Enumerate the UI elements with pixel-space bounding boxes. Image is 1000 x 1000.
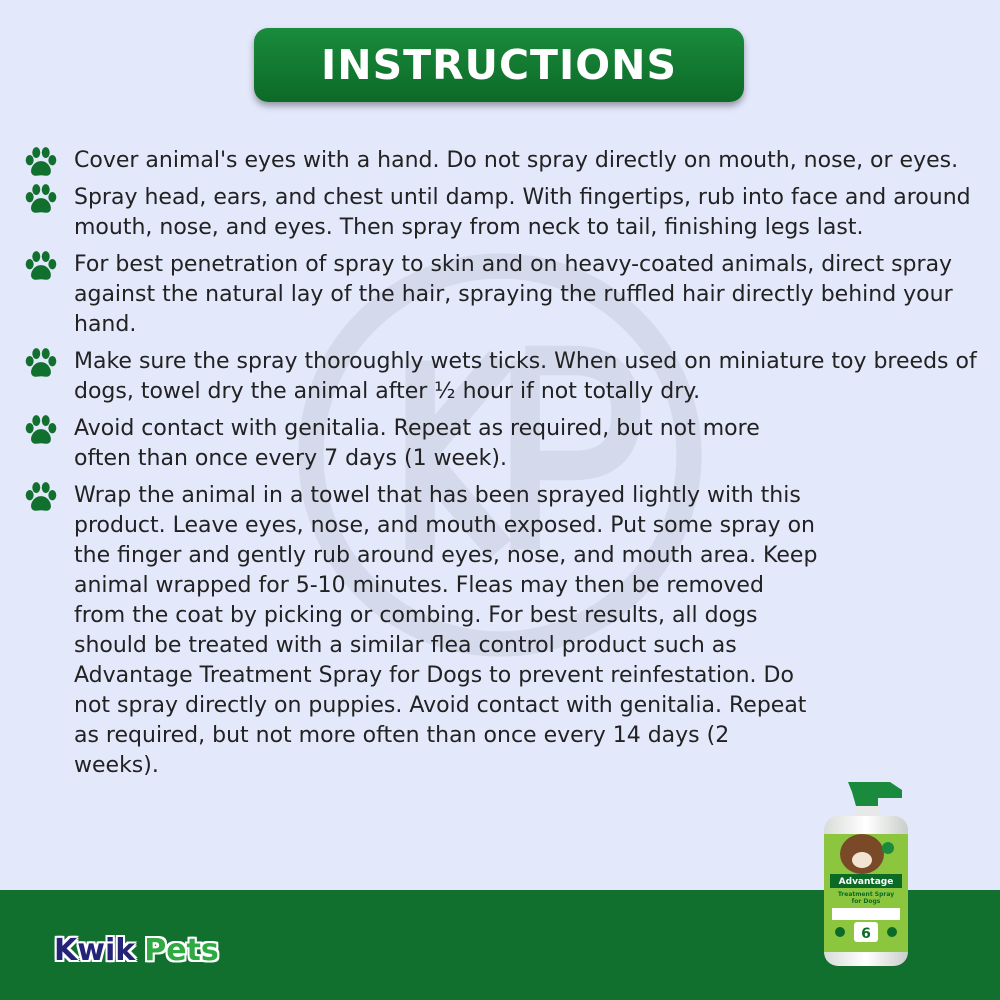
product-name-label: Advantage (838, 877, 894, 887)
instruction-item (22, 146, 982, 176)
instruction-item (22, 347, 982, 407)
paw-icon (22, 347, 60, 381)
instruction-text: Avoid contact with genitalia. Repeat as required, but not more often than once every 7 days (1 week). (74, 416, 760, 471)
product-spray-bottle (818, 778, 914, 970)
brand-name-pets: Pets (144, 932, 219, 968)
instruction-item (22, 414, 982, 474)
instructions-list (22, 146, 982, 788)
product-subtitle-line1: Treatment Spray (837, 891, 895, 898)
page-title: INSTRUCTIONS (321, 41, 677, 89)
instruction-text: Wrap the animal in a towel that has been sprayed lightly with this product. Leave eyes, nose, and mouth exposed. Put some spray on the finger and gently rub around eyes, nose, and mouth area. Keep animal wrapped for 5-10 minutes. Fleas may then be removed from the coat by picking or combing. For best results, all dogs should be treated with a similar flea control product such as Advantage Treatment Spray for Dogs to prevent reinfestation. Do not spray directly on puppies. Avoid contact with genitalia. Repeat as required, but not more often than once every 14 days (2 weeks). (74, 483, 818, 778)
instructions-title-banner (254, 28, 744, 102)
instruction-text: Cover animal's eyes with a hand. Do not spray directly on mouth, nose, or eyes. (74, 148, 959, 173)
instruction-item (22, 250, 982, 340)
product-number: 6 (861, 926, 871, 942)
paw-icon (22, 250, 60, 284)
brand-logo (54, 930, 219, 970)
paw-icon (22, 146, 60, 180)
product-subtitle-line2: for Dogs (851, 898, 881, 905)
paw-icon (22, 183, 60, 217)
instruction-text: Make sure the spray thoroughly wets ticks. When used on miniature toy breeds of dogs, towel dry the animal after ½ hour if not totally dry. (74, 349, 977, 404)
brand-name-kwik: Kwik (54, 932, 136, 968)
paw-icon (22, 481, 60, 515)
instruction-item (22, 183, 982, 243)
instruction-text: For best penetration of spray to skin and on heavy-coated animals, direct spray against the natural lay of the hair, spraying the ruffled hair directly behind your hand. (74, 252, 953, 337)
paw-icon (22, 414, 60, 448)
instruction-text: Spray head, ears, and chest until damp. With fingertips, rub into face and around mouth, nose, and eyes. Then spray from neck to tail, finishing legs last. (74, 185, 971, 240)
instruction-item (22, 481, 982, 781)
